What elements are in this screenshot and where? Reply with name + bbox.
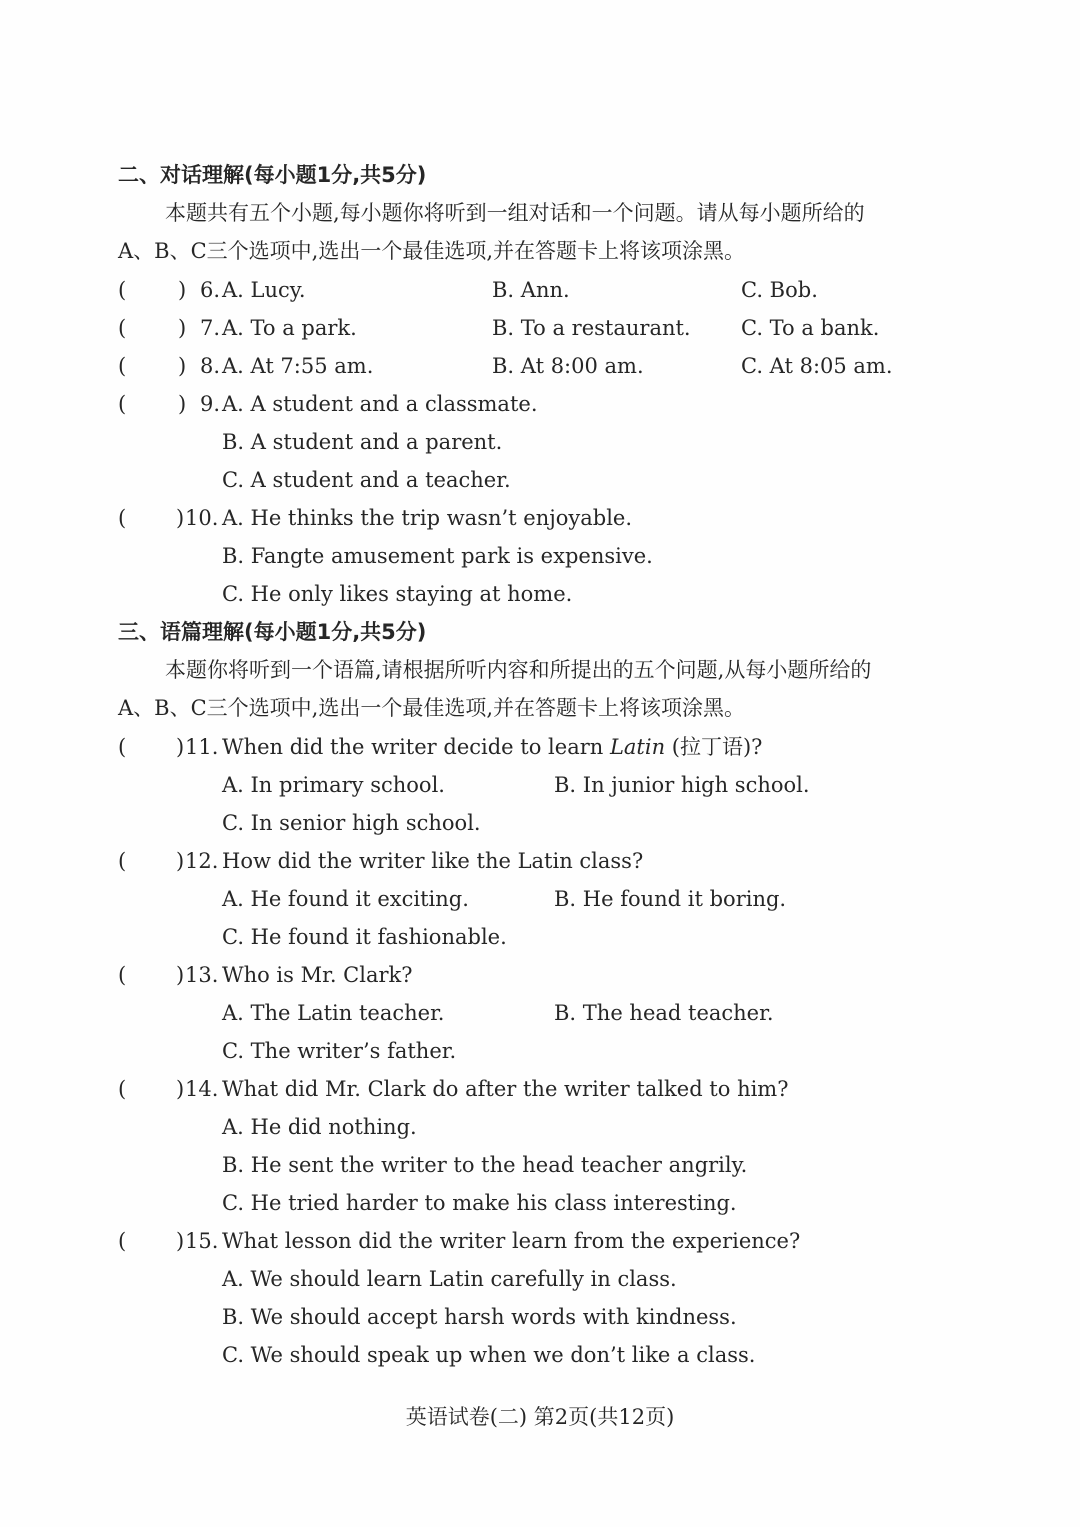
- question-stem: When did the writer decide to learn Latin (拉丁语)?: [222, 735, 763, 759]
- question-number: 12.: [185, 849, 219, 873]
- question-number: 6.: [200, 278, 221, 302]
- option-a: A. In primary school.: [222, 773, 445, 797]
- option-a: A. The Latin teacher.: [222, 1001, 445, 1025]
- question-number: 8.: [200, 354, 221, 378]
- question-number: 10.: [185, 506, 219, 530]
- section2-instruction-line1: 本题共有五个小题,每小题你将听到一组对话和一个问题。请从每小题所给的: [165, 201, 865, 225]
- answer-paren-open: (: [118, 735, 127, 759]
- answer-paren-close: ): [178, 316, 187, 340]
- answer-paren-open: (: [118, 278, 127, 302]
- page-footer: 英语试卷(二) 第2页(共12页): [405, 1405, 675, 1429]
- section3-instruction-line2: A、B、C三个选项中,选出一个最佳选项,并在答题卡上将该项涂黑。: [118, 696, 746, 720]
- latin-italic-word: Latin: [609, 735, 666, 759]
- answer-paren-open: (: [118, 316, 127, 340]
- option-c: C. The writer’s father.: [222, 1039, 457, 1063]
- option-b: B. He sent the writer to the head teacher angrily.: [222, 1153, 748, 1177]
- answer-paren-close: ): [176, 963, 185, 987]
- option-a: A. He thinks the trip wasn’t enjoyable.: [222, 506, 633, 530]
- question-number: 13.: [185, 963, 219, 987]
- question-number: 14.: [185, 1077, 219, 1101]
- answer-paren-close: ): [176, 735, 185, 759]
- option-c: C. We should speak up when we don’t like a class.: [222, 1343, 756, 1367]
- answer-paren-open: (: [118, 963, 127, 987]
- question-number: 7.: [200, 316, 221, 340]
- answer-paren-close: ): [178, 392, 187, 416]
- option-c: C. At 8:05 am.: [741, 354, 893, 378]
- option-a: A. We should learn Latin carefully in class.: [222, 1267, 677, 1291]
- answer-paren-close: ): [176, 506, 185, 530]
- option-b: B. We should accept harsh words with kindness.: [222, 1305, 737, 1329]
- section2-heading: 二、对话理解(每小题1分,共5分): [118, 163, 427, 187]
- option-b: B. At 8:00 am.: [492, 354, 644, 378]
- question-stem: How did the writer like the Latin class?: [222, 849, 644, 873]
- option-a: A. He did nothing.: [222, 1115, 417, 1139]
- option-c: C. He tried harder to make his class interesting.: [222, 1191, 737, 1215]
- option-a: A. A student and a classmate.: [222, 392, 538, 416]
- option-c: C. A student and a teacher.: [222, 468, 511, 492]
- answer-paren-close: ): [176, 849, 185, 873]
- section3-instruction-line1: 本题你将听到一个语篇,请根据所听内容和所提出的五个问题,从每小题所给的: [165, 658, 872, 682]
- section3-heading: 三、语篇理解(每小题1分,共5分): [118, 620, 427, 644]
- question-stem: Who is Mr. Clark?: [222, 963, 413, 987]
- question-number: 15.: [185, 1229, 219, 1253]
- option-c: C. In senior high school.: [222, 811, 481, 835]
- option-c: C. Bob.: [741, 278, 818, 302]
- answer-paren-open: (: [118, 1077, 127, 1101]
- option-a: A. To a park.: [222, 316, 357, 340]
- option-b: B. Fangte amusement park is expensive.: [222, 544, 653, 568]
- option-b: B. A student and a parent.: [222, 430, 503, 454]
- option-a: A. He found it exciting.: [222, 887, 469, 911]
- answer-paren-close: ): [176, 1077, 185, 1101]
- option-b: B. The head teacher.: [554, 1001, 774, 1025]
- question-stem: What lesson did the writer learn from the experience?: [222, 1229, 801, 1253]
- answer-paren-close: ): [178, 278, 187, 302]
- answer-paren-open: (: [118, 354, 127, 378]
- option-b: B. In junior high school.: [554, 773, 810, 797]
- answer-paren-open: (: [118, 392, 127, 416]
- answer-paren-close: ): [176, 1229, 185, 1253]
- option-b: B. Ann.: [492, 278, 570, 302]
- option-a: A. At 7:55 am.: [222, 354, 374, 378]
- question-number: 11.: [185, 735, 219, 759]
- option-b: B. He found it boring.: [554, 887, 787, 911]
- section2-instruction-line2: A、B、C三个选项中,选出一个最佳选项,并在答题卡上将该项涂黑。: [118, 239, 746, 263]
- answer-paren-open: (: [118, 506, 127, 530]
- option-c: C. He found it fashionable.: [222, 925, 507, 949]
- question-number: 9.: [200, 392, 221, 416]
- answer-paren-close: ): [178, 354, 187, 378]
- option-c: C. He only likes staying at home.: [222, 582, 573, 606]
- option-c: C. To a bank.: [741, 316, 880, 340]
- question-stem: What did Mr. Clark do after the writer talked to him?: [222, 1077, 789, 1101]
- option-b: B. To a restaurant.: [492, 316, 691, 340]
- option-a: A. Lucy.: [222, 278, 306, 302]
- answer-paren-open: (: [118, 1229, 127, 1253]
- answer-paren-open: (: [118, 849, 127, 873]
